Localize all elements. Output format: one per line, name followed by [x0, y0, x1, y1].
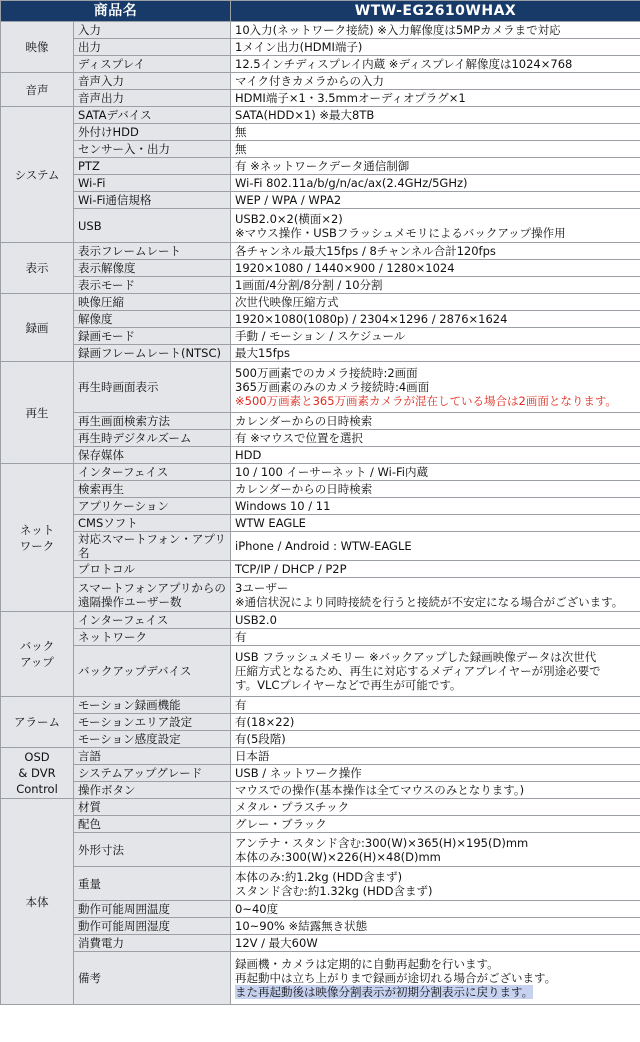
table-row [1, 612, 640, 629]
spec-value [231, 578, 640, 612]
spec-label: ディスプレイ [74, 56, 231, 73]
spec-value-line: 10 / 100 イーサーネット / Wi-Fi内蔵 [235, 465, 428, 479]
spec-value [231, 799, 640, 816]
spec-label: 検索再生 [74, 481, 231, 498]
spec-value-line: WEP / WPA / WPA2 [235, 193, 342, 207]
spec-label: 音声出力 [74, 90, 231, 107]
spec-value-line: 500万画素でのカメラ接続時:2画面 [235, 366, 418, 380]
spec-value-line: 1920×1080 / 1440×900 / 1280×1024 [235, 261, 455, 275]
table-row [1, 124, 640, 141]
spec-value-line: 有 [235, 698, 247, 712]
spec-value-line: iPhone / Android : WTW-EAGLE [235, 539, 412, 553]
spec-value [231, 714, 640, 731]
category-cell: 音声 [1, 73, 74, 107]
spec-value [231, 901, 640, 918]
header-row [1, 1, 640, 22]
spec-value-line: USB / ネットワーク操作 [235, 766, 362, 780]
spec-value [231, 561, 640, 578]
spec-value [231, 731, 640, 748]
table-row [1, 56, 640, 73]
spec-label: SATAデバイス [74, 107, 231, 124]
spec-value [231, 277, 640, 294]
table-row [1, 90, 640, 107]
spec-value-line: ※通信状況により同時接続を行うと接続が不安定になる場合がございます。 [235, 594, 624, 609]
spec-label: 言語 [74, 748, 231, 765]
table-row [1, 22, 640, 39]
category-cell: 再生 [1, 362, 74, 464]
table-row [1, 192, 640, 209]
spec-value [231, 345, 640, 362]
spec-value [231, 124, 640, 141]
spec-value-line: 12V / 最大60W [235, 936, 318, 950]
spec-label: プロトコル [74, 561, 231, 578]
spec-value [231, 22, 640, 39]
spec-value [231, 141, 640, 158]
spec-value [231, 209, 640, 243]
spec-label: 対応スマートフォン・アプリ名 [74, 532, 231, 561]
category-cell: 本体 [1, 799, 74, 1005]
table-row [1, 73, 640, 90]
spec-label: 解像度 [74, 311, 231, 328]
spec-value-line: 有 ※ネットワークデータ通信制御 [235, 159, 410, 173]
spec-value-line: 1画面/4分割/8分割 / 10分割 [235, 278, 383, 292]
spec-value-line: 手動 / モーション / スケジュール [235, 329, 406, 343]
table-row [1, 447, 640, 464]
spec-label: 録画モード [74, 328, 231, 345]
table-row [1, 464, 640, 481]
spec-label: 外付けHDD [74, 124, 231, 141]
spec-value-line: 次世代映像圧縮方式 [235, 295, 339, 309]
spec-label: 消費電力 [74, 935, 231, 952]
spec-value-line: マウスでの操作(基本操作は全てマウスのみとなります。) [235, 783, 525, 797]
spec-label: 外形寸法 [74, 833, 231, 867]
spec-value [231, 782, 640, 799]
table-row [1, 209, 640, 243]
spec-value-line: 圧縮方式となるため、再生に対応するメディアプレイヤーが別途必要で [235, 664, 601, 678]
spec-value-line: カレンダーからの日時検索 [235, 482, 373, 496]
spec-value [231, 328, 640, 345]
category-cell: バック アップ [1, 612, 74, 697]
category-cell: OSD & DVR Control [1, 748, 74, 799]
table-row [1, 175, 640, 192]
spec-value-line: 有 ※マウスで位置を選択 [235, 431, 363, 445]
spec-value-line: 録画機・カメラは定期的に自動再起動を行います。 [235, 957, 499, 971]
spec-label: 映像圧縮 [74, 294, 231, 311]
spec-value-line: USB2.0 [235, 613, 277, 627]
table-row [1, 243, 640, 260]
table-row [1, 782, 640, 799]
spec-label: 再生時デジタルズーム [74, 430, 231, 447]
category-cell: システム [1, 107, 74, 243]
table-row [1, 39, 640, 56]
spec-value [231, 918, 640, 935]
table-row [1, 277, 640, 294]
spec-label: 録画フレームレート(NTSC) [74, 345, 231, 362]
spec-value-line: 1920×1080(1080p) / 2304×1296 / 2876×1624 [235, 312, 508, 326]
spec-value-line: グレー・ブラック [235, 817, 327, 831]
spec-label: バックアップデバイス [74, 646, 231, 697]
spec-value [231, 697, 640, 714]
spec-label: 配色 [74, 816, 231, 833]
spec-value-line: アンテナ・スタンド含む:300(W)×365(H)×195(D)mm [235, 835, 529, 850]
spec-label: 表示モード [74, 277, 231, 294]
spec-value-line: 10~90% ※結露無き状態 [235, 919, 368, 933]
spec-value-line: WTW EAGLE [235, 516, 306, 530]
spec-value [231, 362, 640, 413]
table-row [1, 311, 640, 328]
spec-value [231, 260, 640, 277]
table-row [1, 430, 640, 447]
spec-value [231, 73, 640, 90]
spec-value-line: 365万画素のみのカメラ接続時:4画面 [235, 380, 430, 394]
spec-value-line: す。VLCプレイヤーなどで再生が可能です。 [235, 678, 462, 692]
spec-value [231, 515, 640, 532]
table-row [1, 413, 640, 430]
spec-value-line: SATA(HDD×1) ※最大8TB [235, 108, 375, 122]
spec-value-line: 無 [235, 125, 247, 139]
spec-value-line: USB2.0×2(横面×2) [235, 211, 343, 226]
spec-value-line: 日本語 [235, 749, 270, 763]
table-row [1, 532, 640, 561]
category-cell: ネット ワーク [1, 464, 74, 612]
table-row [1, 260, 640, 277]
spec-value-line: USB フラッシュメモリー ※バックアップした録画映像データは次世代 [235, 650, 597, 664]
spec-value-line: 3ユーザー [235, 580, 289, 595]
spec-value-line: 有(18×22) [235, 715, 295, 729]
spec-value [231, 158, 640, 175]
table-row [1, 498, 640, 515]
table-row [1, 867, 640, 901]
table-row [1, 481, 640, 498]
spec-value [231, 833, 640, 867]
table-row [1, 935, 640, 952]
table-row [1, 765, 640, 782]
spec-value [231, 192, 640, 209]
spec-value-line: 本体のみ:300(W)×226(H)×48(D)mm [235, 849, 441, 864]
spec-label: 動作可能周囲湿度 [74, 918, 231, 935]
spec-value-line: 有 [235, 630, 247, 644]
table-row [1, 141, 640, 158]
highlighted-note: また再起動後は映像分割表示が初期分割表示に戻ります。 [235, 985, 534, 999]
spec-label: 重量 [74, 867, 231, 901]
spec-label: Wi-Fi [74, 175, 231, 192]
spec-value [231, 532, 640, 561]
spec-value [231, 935, 640, 952]
spec-value [231, 765, 640, 782]
spec-value-line: 1メイン出力(HDMI端子) [235, 40, 363, 54]
spec-label: 備考 [74, 952, 231, 1005]
spec-value [231, 498, 640, 515]
spec-label: CMSソフト [74, 515, 231, 532]
spec-label: インターフェイス [74, 464, 231, 481]
table-row [1, 918, 640, 935]
table-row [1, 578, 640, 612]
spec-label: Wi-Fi通信規格 [74, 192, 231, 209]
spec-value [231, 464, 640, 481]
spec-label: 再生時画面表示 [74, 362, 231, 413]
table-row [1, 833, 640, 867]
spec-value [231, 748, 640, 765]
table-row [1, 515, 640, 532]
spec-value-line: ※マウス操作・USBフラッシュメモリによるバックアップ操作用 [235, 225, 566, 240]
table-row [1, 714, 640, 731]
spec-label: 音声入力 [74, 73, 231, 90]
spec-value-line: Windows 10 / 11 [235, 499, 331, 513]
spec-value-line: 有(5段階) [235, 732, 286, 746]
spec-value [231, 107, 640, 124]
spec-value-line: 再起動中は立ち上がりまで録画が途切れる場合がございます。 [235, 971, 557, 985]
spec-label: センサー入・出力 [74, 141, 231, 158]
spec-value [231, 294, 640, 311]
table-row [1, 328, 640, 345]
spec-label: モーション感度設定 [74, 731, 231, 748]
spec-label: 動作可能周囲温度 [74, 901, 231, 918]
spec-label: 出力 [74, 39, 231, 56]
category-cell: 録画 [1, 294, 74, 362]
spec-label: 保存媒体 [74, 447, 231, 464]
spec-value-line: HDMI端子×1・3.5mmオーディオプラグ×1 [235, 91, 466, 105]
spec-value [231, 952, 640, 1005]
spec-value-line: マイク付きカメラからの入力 [235, 74, 385, 88]
spec-label: スマートフォンアプリからの遠隔操作ユーザー数 [74, 578, 231, 612]
table-row [1, 294, 640, 311]
table-row [1, 107, 640, 124]
table-row [1, 748, 640, 765]
spec-label: USB [74, 209, 231, 243]
spec-value-line: TCP/IP / DHCP / P2P [235, 562, 347, 576]
spec-value [231, 612, 640, 629]
spec-value-line: 最大15fps [235, 346, 290, 360]
spec-value-line: 本体のみ:約1.2kg (HDD含まず) [235, 869, 403, 884]
spec-value [231, 481, 640, 498]
spec-label: 材質 [74, 799, 231, 816]
spec-label: 入力 [74, 22, 231, 39]
spec-value-line: カレンダーからの日時検索 [235, 414, 373, 428]
spec-label: 表示解像度 [74, 260, 231, 277]
spec-value [231, 413, 640, 430]
table-row [1, 816, 640, 833]
spec-label: インターフェイス [74, 612, 231, 629]
spec-label: モーション録画機能 [74, 697, 231, 714]
spec-value [231, 629, 640, 646]
table-row [1, 901, 640, 918]
spec-value-line: 12.5インチディスプレイ内蔵 ※ディスプレイ解像度は1024×768 [235, 57, 573, 71]
spec-label: モーションエリア設定 [74, 714, 231, 731]
spec-value-line: HDD [235, 448, 262, 462]
table-row [1, 952, 640, 1005]
spec-value-line: メタル・プラスチック [235, 800, 350, 814]
spec-body [1, 22, 640, 1005]
table-row [1, 731, 640, 748]
table-row [1, 345, 640, 362]
category-cell: 映像 [1, 22, 74, 73]
spec-label: アプリケーション [74, 498, 231, 515]
spec-value-line: 0~40度 [235, 902, 279, 916]
spec-value-line: 10入力(ネットワーク接続) ※入力解像度は5MPカメラまで対応 [235, 23, 561, 37]
spec-value [231, 39, 640, 56]
table-row [1, 362, 640, 413]
table-row [1, 697, 640, 714]
category-cell: アラーム [1, 697, 74, 748]
spec-value [231, 430, 640, 447]
spec-label: 再生画面検索方法 [74, 413, 231, 430]
spec-value [231, 175, 640, 192]
spec-value-line: 無 [235, 142, 247, 156]
table-row [1, 799, 640, 816]
table-row [1, 158, 640, 175]
product-name-header: 商品名 [1, 1, 231, 22]
spec-label: 操作ボタン [74, 782, 231, 799]
warning-note: ※500万画素と365万画素カメラが混在している場合は2画面となります。 [235, 394, 617, 408]
category-cell: 表示 [1, 243, 74, 294]
spec-value [231, 243, 640, 260]
spec-label: ネットワーク [74, 629, 231, 646]
spec-value [231, 56, 640, 73]
spec-label: 表示フレームレート [74, 243, 231, 260]
table-row [1, 646, 640, 697]
table-row [1, 561, 640, 578]
spec-label: PTZ [74, 158, 231, 175]
spec-label: システムアップグレード [74, 765, 231, 782]
spec-value [231, 311, 640, 328]
spec-value [231, 447, 640, 464]
spec-value-line: スタンド含む:約1.32kg (HDD含まず) [235, 883, 433, 898]
spec-value [231, 646, 640, 697]
spec-value-line: 各チャンネル最大15fps / 8チャンネル合計120fps [235, 244, 496, 258]
spec-value [231, 867, 640, 901]
table-row [1, 629, 640, 646]
spec-value-line: Wi-Fi 802.11a/b/g/n/ac/ax(2.4GHz/5GHz) [235, 176, 468, 190]
spec-value [231, 816, 640, 833]
spec-value [231, 90, 640, 107]
model-name: WTW-EG2610WHAX [231, 1, 640, 22]
